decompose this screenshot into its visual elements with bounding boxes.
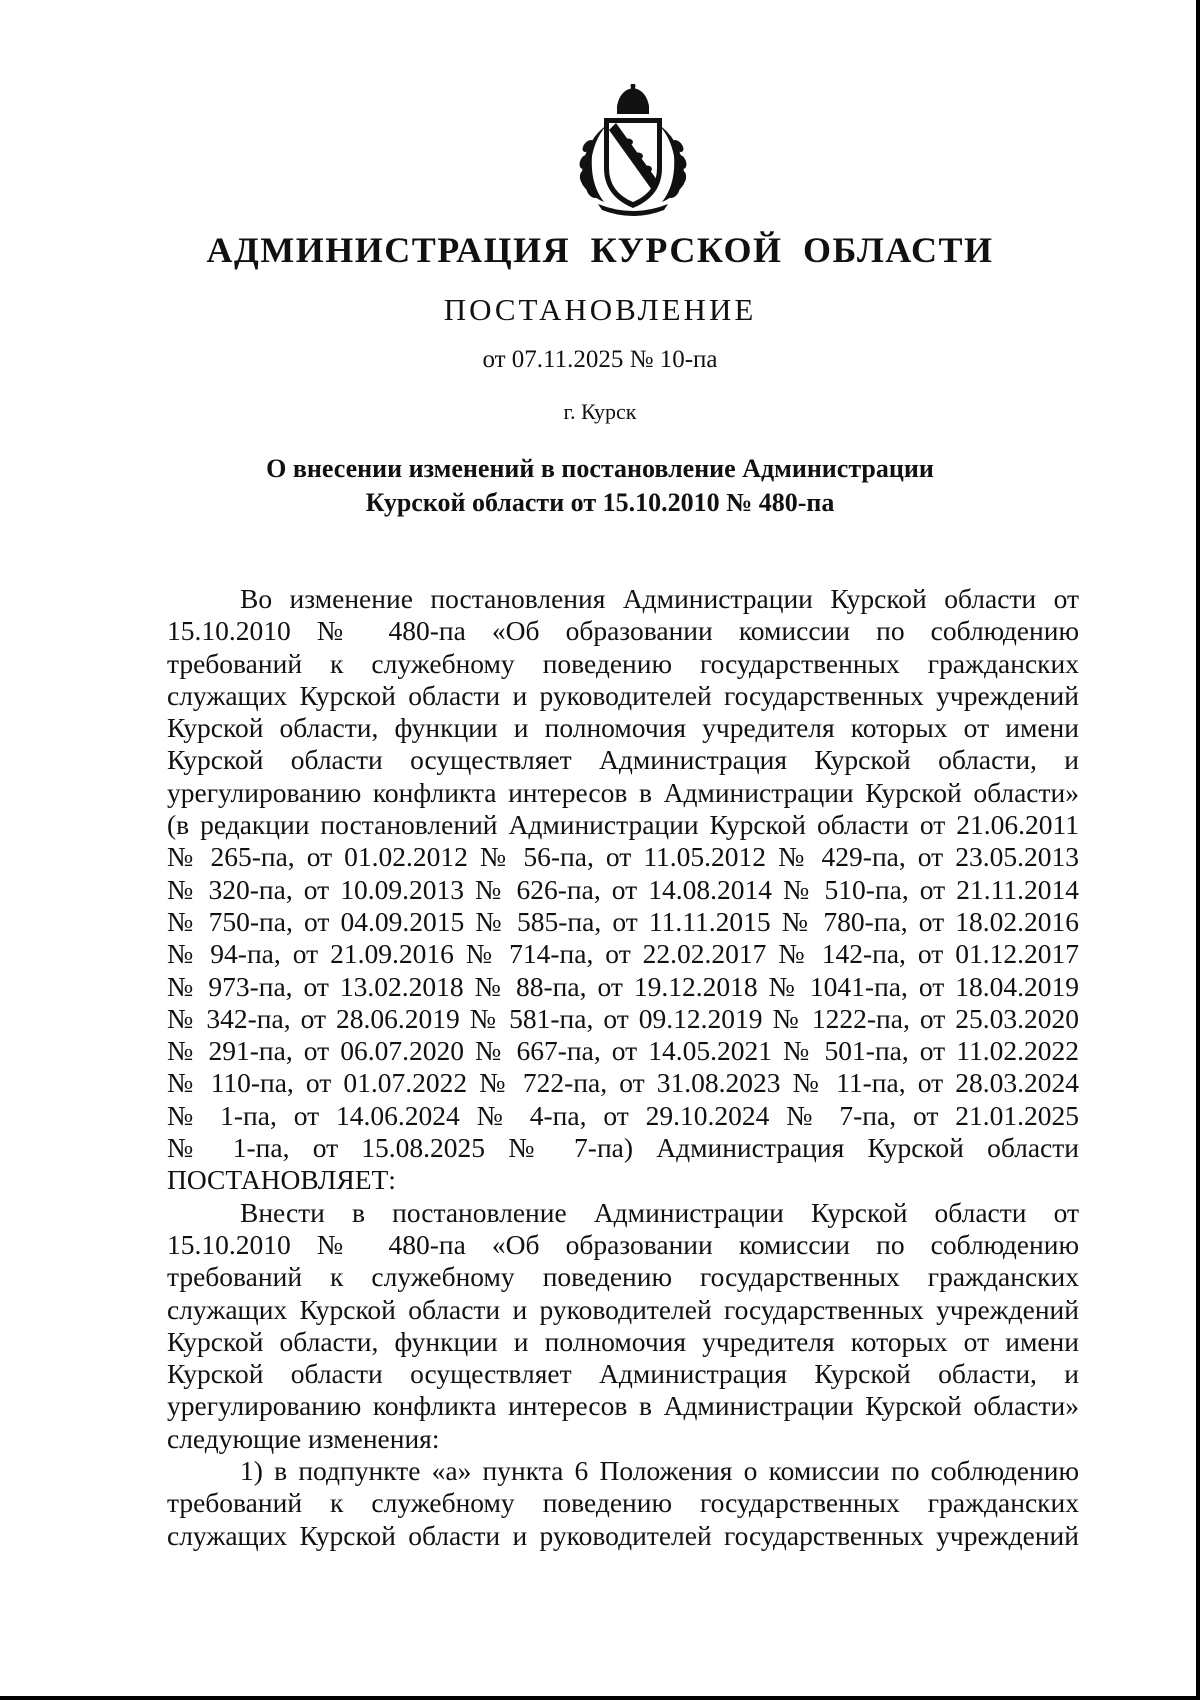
body-line: № 94-па, от 21.09.2016 № 714-па, от 22.02.2017 № 142-па, от 01.12.2017	[167, 938, 1079, 970]
body-line: ПОСТАНОВЛЯЕТ:	[167, 1164, 396, 1196]
body-line: урегулированию конфликта интересов в Администрации Курской области»	[167, 1390, 1079, 1422]
document-number-date: от 07.11.2025 № 10-па	[482, 346, 718, 373]
document-city: г. Курск	[563, 399, 637, 424]
body-line: требований к служебному поведению государственных гражданских	[167, 1261, 1079, 1293]
body-line: № 291-па, от 06.07.2020 № 667-па, от 14.05.2021 № 501-па, от 11.02.2022	[167, 1035, 1079, 1067]
body-line: № 1-па, от 15.08.2025 № 7-па) Администрация Курской области	[167, 1132, 1079, 1164]
body-line: 1) в подпункте «а» пункта 6 Положения о комиссии по соблюдению	[240, 1455, 1079, 1487]
subject-line: Курской области от 15.10.2010 № 480-па	[365, 488, 835, 517]
scan-border-bottom	[0, 1696, 1200, 1700]
body-line: № 342-па, от 28.06.2019 № 581-па, от 09.12.2019 № 1222-па, от 25.03.2020	[167, 1002, 1079, 1034]
body-line: требований к служебному поведению государственных гражданских	[167, 647, 1079, 679]
body-line: Внести в постановление Администрации Курской области от	[240, 1196, 1079, 1228]
body-line: Курской области, функции и полномочия учредителя которых от имени	[167, 1325, 1079, 1357]
body-line: Во изменение постановления Администрации Курской области от	[240, 583, 1079, 614]
body-line: служащих Курской области и руководителей государственных учреждений	[167, 1519, 1079, 1551]
body-line: Курской области осуществляет Администрация Курской области, и	[167, 744, 1079, 776]
body-line: № 750-па, от 04.09.2015 № 585-па, от 11.11.2015 № 780-па, от 18.02.2016	[167, 905, 1079, 937]
body-line: (в редакции постановлений Администрации Курской области от 21.06.2011	[167, 809, 1079, 841]
body-line: служащих Курской области и руководителей государственных учреждений	[167, 1293, 1079, 1325]
document-subject	[0, 452, 1200, 520]
body-line: требований к служебному поведению государственных гражданских	[167, 1487, 1079, 1519]
body-line: № 1-па, от 14.06.2024 № 4-па, от 29.10.2024 № 7-па, от 21.01.2025	[167, 1099, 1079, 1131]
subject-line: О внесении изменений в постановление Администрации	[266, 454, 934, 483]
body-line: урегулированию конфликта интересов в Администрации Курской области»	[167, 776, 1079, 808]
document-body	[167, 583, 1079, 1552]
document-type: ПОСТАНОВЛЕНИЕ	[443, 292, 757, 327]
body-line: Курской области, функции и полномочия учредителя которых от имени	[167, 712, 1079, 744]
body-line: служащих Курской области и руководителей государственных учреждений	[167, 679, 1079, 711]
organization-title: АДМИНИСТРАЦИЯ КУРСКОЙ ОБЛАСТИ	[206, 230, 994, 270]
body-line: № 110-па, от 01.07.2022 № 722-па, от 31.08.2023 № 11-па, от 28.03.2024	[167, 1067, 1079, 1099]
body-line: следующие изменения:	[167, 1422, 440, 1454]
body-line: 15.10.2010 № 480-па «Об образовании комиссии по соблюдению	[167, 1228, 1079, 1260]
body-line: № 973-па, от 13.02.2018 № 88-па, от 19.12.2018 № 1041-па, от 18.04.2019	[167, 970, 1079, 1002]
body-line: Курской области осуществляет Администрация Курской области, и	[167, 1358, 1079, 1390]
body-line: № 265-па, от 01.02.2012 № 56-па, от 11.05.2012 № 429-па, от 23.05.2013	[167, 841, 1079, 873]
body-line: № 320-па, от 10.09.2013 № 626-па, от 14.08.2014 № 510-па, от 21.11.2014	[167, 873, 1079, 905]
kursk-coat-of-arms-icon	[568, 84, 698, 216]
body-line: 15.10.2010 № 480-па «Об образовании комиссии по соблюдению	[167, 615, 1079, 647]
